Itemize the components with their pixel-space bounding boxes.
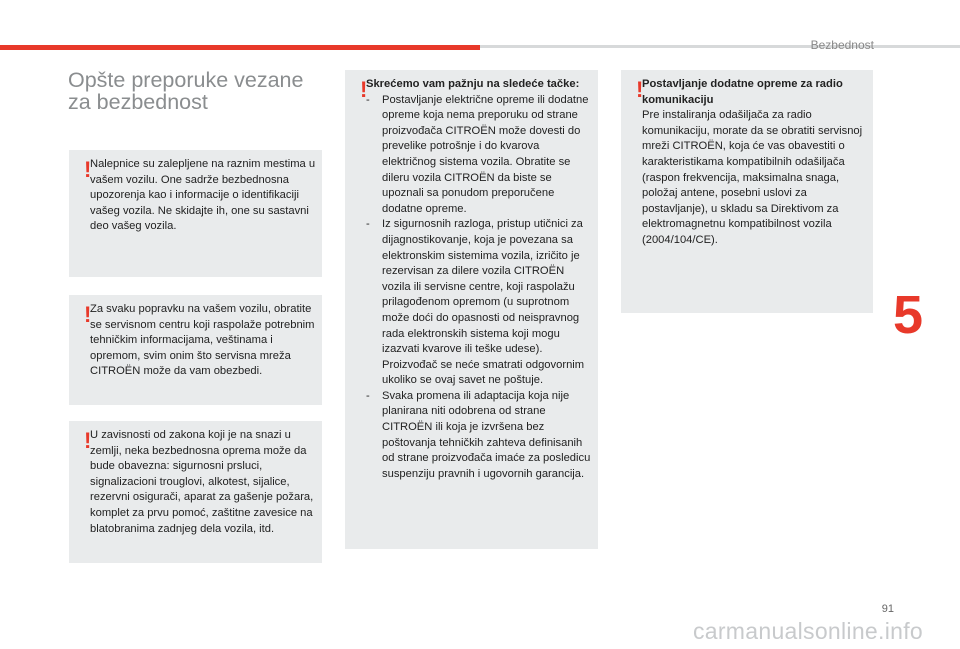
warning-icon: !	[84, 157, 92, 182]
warning-note-repairs	[69, 295, 322, 405]
header-rule	[480, 45, 960, 48]
section-title: Bezbednost	[810, 38, 874, 52]
note-text: Za svaku popravku na vašem vozilu, obratite se servisnom centru koji raspolaže potrebnim tehničkim informacijama, veštinama i opremom, svim onim što servisna mreža CITROËN može da vam obezbedi.	[90, 303, 315, 378]
note-text: Nalepnice su zalepljene na raznim mestima u vašem vozilu. One sadrže bezbednosna upozorenja kao i informacije o identifikaciji vašeg vozila. Ne skidajte ih, one su sastavni deo vašeg vozila.	[90, 158, 316, 233]
note-text	[366, 77, 594, 482]
list-item: - Svaka promena ili adaptacija koja nije planirana niti odobrena od strane CITROËN ili koja je izvršena bez poštovanja tehničkih zahteva definisanih od strane proizvođača imaće za posledicu suspenziju pravnih i ugovornih garancija.	[366, 389, 594, 483]
warning-icon: !	[84, 428, 92, 453]
note-title: Postavljanje dodatne opreme za radio komunikaciju	[642, 78, 843, 106]
warning-note-labels	[69, 150, 322, 277]
note-list	[366, 93, 594, 483]
note-text: U zavisnosti od zakona koji je na snazi u zemlji, neka bezbednosna oprema može da bude obavezna: sigurnosni prsluci, signalizacioni trouglovi, alkotest, sijalice, rezervni osigurači, aparat za gašenje požara, komplet za prvu pomoć, zaštitne zavesice na blatobranima zadnjeg dela vozila, itd.	[90, 429, 314, 535]
watermark: carmanualsonline.info	[692, 618, 923, 644]
warning-icon: !	[636, 77, 644, 102]
warning-note-points	[345, 70, 598, 549]
list-item: - Postavljanje električne opreme ili dodatne opreme koja nema preporuku od strane proizvođača CITROËN može dovesti do prevelike potrošnje i do kvarova električnog sistema vozila. Obratite se dileru vozila CITROËN da biste se upoznali sa ponudom preporučene dodatne opreme.	[366, 93, 594, 218]
list-item: - Iz sigurnosnih razloga, pristup utičnici za dijagnostikovanje, koja je povezana sa elektronskim sistemima vozila, izričito je rezervisan za dilere vozila CITROËN vozila ili servisne centre, koji raspolažu prilagođenom opremom (u suprotnom može doći do opasnosti od neispravnog rada elektronskih sistema koji mogu izazvati kvarove ili teške udese). Proizvođač se neće smatrati odgovornim ukoliko se ovaj savet ne poštuje.	[366, 217, 594, 389]
chapter-number: 5	[893, 285, 924, 345]
header-accent-bar	[0, 45, 480, 50]
warning-note-radio	[621, 70, 873, 313]
warning-note-safety-equipment	[69, 421, 322, 563]
note-body: Pre instaliranja odašiljača za radio komunikaciju, morate da se obratiti servisnoj mreži CITROËN, koja će vas obavestiti o karakteristikama kompatibilnih odašiljača (raspon frekvencija, maksimalna snaga, položaj antene, posebni uslovi za postavljanje), u skladu sa Direktivom za elektromagnetnu kompatibilnost vozila (2004/104/CE).	[642, 109, 863, 246]
page-number: 91	[881, 603, 894, 615]
warning-icon: !	[84, 302, 92, 327]
note-title: Skrećemo vam pažnju na sledeće tačke:	[366, 78, 580, 90]
page-heading: Opšte preporuke vezane za bezbednost	[68, 68, 304, 114]
warning-icon: !	[360, 77, 368, 102]
note-text	[642, 77, 868, 249]
